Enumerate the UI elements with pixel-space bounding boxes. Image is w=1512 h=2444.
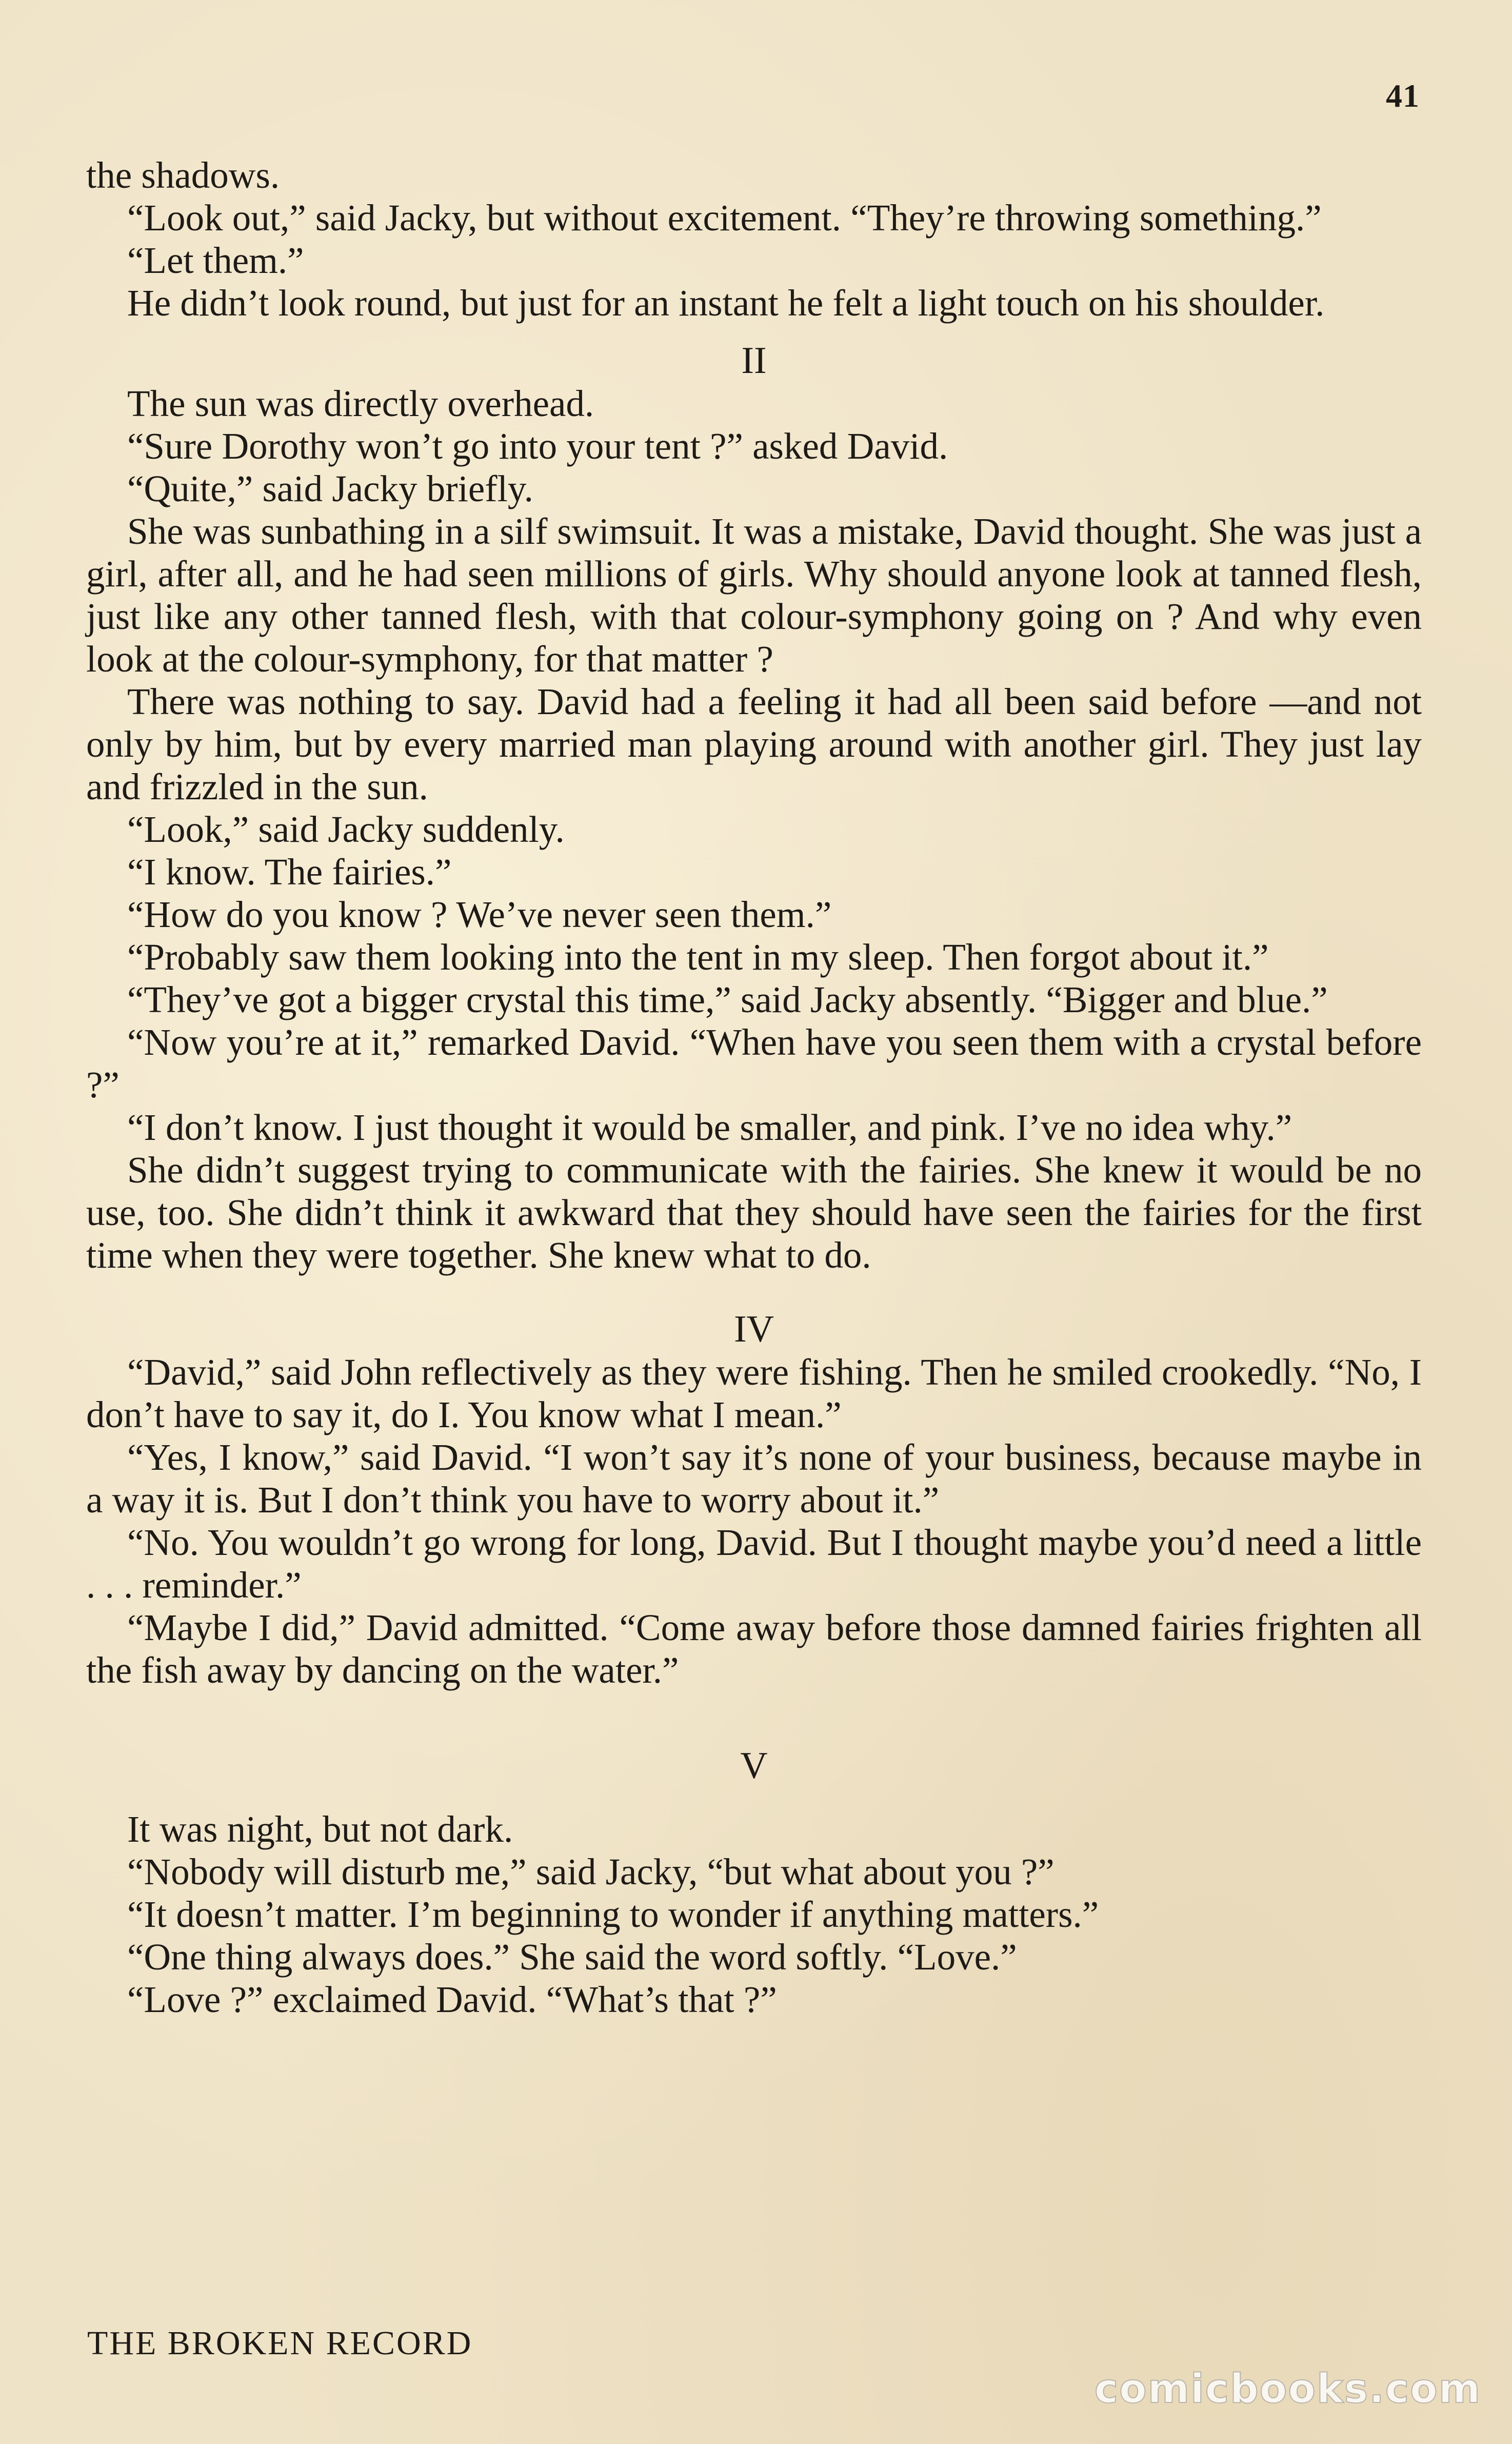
paragraph: She didn’t suggest trying to communicate with the fairies. She knew it would be no use, too. She didn’t think it awkward that they should have seen the fairies for the first time when they were together. She knew what to do.: [86, 1149, 1422, 1276]
paragraph: “David,” said John reflectively as they were fishing. Then he smiled crookedly. “No, I don’t have to say it, do I. You know what I mean.”: [86, 1351, 1422, 1435]
paragraph: “Quite,” said Jacky briefly.: [127, 468, 533, 509]
running-footer: THE BROKEN RECORD: [87, 2324, 473, 2362]
section-heading-iv: IV: [733, 1308, 774, 1350]
paragraph: “Yes, I know,” said David. “I won’t say it’s none of your business, because maybe in a way it is. But I don’t think you have to worry about it.”: [86, 1436, 1422, 1521]
paragraph: “It doesn’t matter. I’m beginning to wonder if anything matters.”: [127, 1894, 1099, 1935]
paragraph: “Look,” said Jacky suddenly.: [127, 809, 565, 850]
paragraph: “Let them.”: [127, 240, 304, 281]
section-heading-v: V: [740, 1745, 768, 1787]
paragraph: “Nobody will disturb me,” said Jacky, “but what about you ?”: [127, 1851, 1055, 1893]
paragraph: “No. You wouldn’t go wrong for long, David. But I thought maybe you’d need a little . . . reminder.”: [86, 1522, 1422, 1606]
paragraph: “One thing always does.” She said the word softly. “Love.”: [127, 1936, 1017, 1978]
paragraph: the shadows.: [86, 154, 280, 196]
section-heading-ii: II: [741, 340, 767, 382]
paragraph: “Now you’re at it,” remarked David. “When have you seen them with a crystal before ?”: [86, 1021, 1422, 1106]
watermark-logo: comicbooks.com: [1094, 2366, 1481, 2412]
paragraph: “Maybe I did,” David admitted. “Come away before those damned fairies frighten all the fish away by dancing on the water.”: [86, 1607, 1422, 1691]
page-number: 41: [1386, 77, 1420, 114]
paragraph: “Love ?” exclaimed David. “What’s that ?”: [127, 1979, 777, 2020]
paragraph: “I know. The fairies.”: [127, 851, 452, 893]
paragraph: “Sure Dorothy won’t go into your tent ?” asked David.: [127, 425, 948, 467]
paragraph: She was sunbathing in a silf swimsuit. It was a mistake, David thought. She was just a girl, after all, and he had seen millions of girls. Why should anyone look at tanned flesh, just like any other tanned flesh, with that colour-symphony going on ? And why even look at the colour-symphony, for that matter ?: [86, 510, 1422, 680]
paragraph: There was nothing to say. David had a feeling it had all been said before —and not only by him, but by every married man playing around with another girl. They just lay and frizzled in the sun.: [86, 681, 1422, 807]
paragraph: “They’ve got a bigger crystal this time,” said Jacky absently. “Bigger and blue.”: [127, 979, 1328, 1020]
paragraph: He didn’t look round, but just for an instant he felt a light touch on his shoulder.: [127, 282, 1325, 324]
story-text: [86, 154, 1422, 2021]
paragraph: It was night, but not dark.: [127, 1808, 513, 1850]
paragraph: “How do you know ? We’ve never seen them.”: [127, 894, 832, 935]
paragraph: “I don’t know. I just thought it would be smaller, and pink. I’ve no idea why.”: [127, 1107, 1292, 1148]
paragraph: “Probably saw them looking into the tent in my sleep. Then forgot about it.”: [127, 936, 1269, 978]
paragraph: The sun was directly overhead.: [127, 383, 594, 424]
paragraph: “Look out,” said Jacky, but without excitement. “They’re throwing something.”: [127, 197, 1322, 239]
